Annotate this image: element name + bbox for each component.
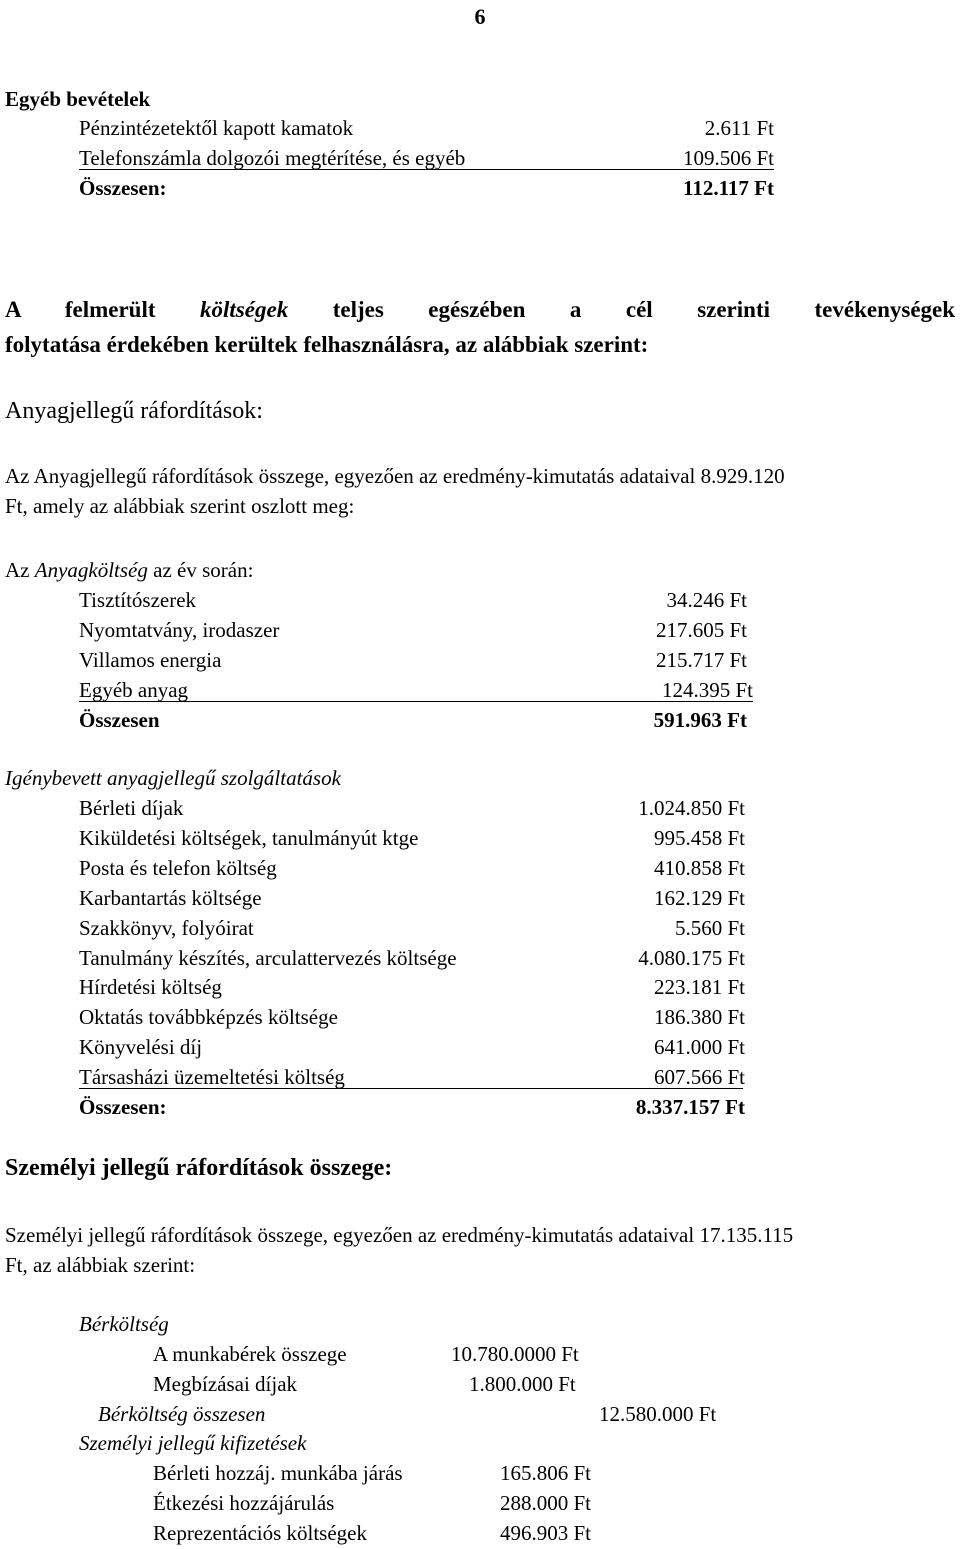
other-income-label: Telefonszámla dolgozói megtérítése, és egyéb	[79, 146, 466, 170]
services-total-label: Összesen:	[79, 1095, 167, 1119]
services-row-value: 641.000 Ft	[653, 1035, 745, 1059]
payment-row-value: 496.903 Ft	[500, 1521, 592, 1545]
services-row-value: 607.566 Ft	[653, 1065, 745, 1089]
services-row-value: 995.458 Ft	[653, 826, 745, 850]
material-row-value: 215.717 Ft	[655, 648, 747, 672]
other-income-value: 2.611 Ft	[704, 116, 774, 140]
services-heading: Igénybevett anyagjellegű szolgáltatások	[5, 766, 341, 790]
services-row-label: Posta és telefon költség	[79, 856, 277, 880]
services-row-label: Tanulmány készítés, arculattervezés költsége	[79, 946, 457, 970]
wage-row-label: A munkabérek összege	[153, 1342, 347, 1366]
material-row-value: 217.605 Ft	[655, 618, 747, 642]
personnel-heading: Személyi jellegű ráfordítások összege:	[5, 1155, 393, 1181]
services-row-value: 1.024.850 Ft	[638, 796, 745, 820]
personnel-summary-line1: Személyi jellegű ráfordítások összege, egyezően az eredmény-kimutatás adataival 17.135.115	[5, 1223, 794, 1247]
payments-heading: Személyi jellegű kifizetések	[79, 1431, 307, 1455]
services-row-value: 186.380 Ft	[653, 1005, 745, 1029]
payment-row-value: 165.806 Ft	[500, 1461, 592, 1485]
material-total-value: 591.963 Ft	[653, 708, 747, 732]
material-total-label: Összesen	[79, 708, 160, 732]
material-summary-line2: Ft, amely az alábbiak szerint oszlott meg:	[5, 494, 355, 518]
services-row-label: Szakkönyv, folyóirat	[79, 916, 254, 940]
services-row-label: Kiküldetési költségek, tanulmányút ktge	[79, 826, 419, 850]
page-number: 6	[474, 4, 486, 29]
other-income-label: Pénzintézetektől kapott kamatok	[79, 116, 354, 140]
services-row-value: 162.129 Ft	[653, 886, 745, 910]
other-income-value: 109.506 Ft	[682, 146, 774, 170]
costs-intro-text: A felmerült	[5, 297, 156, 322]
wage-row-label: Megbízásai díjak	[153, 1372, 298, 1396]
material-cost-suffix: az év során:	[153, 558, 254, 582]
other-income-heading: Egyéb bevételek	[5, 87, 151, 111]
services-underline	[79, 1088, 743, 1089]
services-row-label: Bérleti díjak	[79, 796, 184, 820]
material-cost-heading	[5, 555, 253, 585]
services-row-value: 4.080.175 Ft	[638, 946, 745, 970]
material-summary-line1: Az Anyagjellegű ráfordítások összege, egyezően az eredmény-kimutatás adataival 8.929.120	[5, 464, 785, 488]
material-underline	[79, 701, 753, 702]
costs-intro-line2: folytatása érdekében kerültek felhasználásra, az alábbiak szerint:	[5, 332, 649, 357]
other-income-underline	[79, 169, 774, 170]
wage-row-value: 10.780.0000 Ft	[451, 1342, 579, 1366]
services-row-label: Társasházi üzemeltetési költség	[79, 1065, 345, 1089]
services-row-value: 223.181 Ft	[653, 975, 745, 999]
material-row-value: 34.246 Ft	[666, 588, 747, 612]
services-row-value: 410.858 Ft	[653, 856, 745, 880]
material-cost-italic: Anyagköltség	[34, 558, 148, 582]
wage-row-value: 1.800.000 Ft	[469, 1372, 576, 1396]
services-row-label: Karbantartás költsége	[79, 886, 262, 910]
material-row-label: Villamos energia	[79, 648, 222, 672]
payment-row-label: Étkezési hozzájárulás	[153, 1491, 335, 1515]
services-row-label: Oktatás továbbképzés költsége	[79, 1005, 338, 1029]
services-total-value: 8.337.157 Ft	[635, 1095, 745, 1119]
other-income-total-value: 112.117 Ft	[682, 176, 774, 200]
material-row-label: Egyéb anyag	[79, 678, 189, 702]
costs-intro-text: teljes egészében a cél szerinti tevékenységek	[332, 297, 956, 322]
costs-intro-emphasis: költségek	[200, 297, 289, 322]
costs-intro-line1	[5, 295, 955, 325]
services-row-label: Könyvelési díj	[79, 1035, 203, 1059]
payment-row-label: Bérleti hozzáj. munkába járás	[153, 1461, 403, 1485]
material-row-label: Nyomtatvány, irodaszer	[79, 618, 280, 642]
services-row-label: Hírdetési költség	[79, 975, 222, 999]
material-cost-prefix: Az	[5, 558, 30, 582]
wage-total-label: Bérköltség összesen	[98, 1402, 266, 1426]
payment-row-label: Reprezentációs költségek	[153, 1521, 367, 1545]
personnel-summary-line2: Ft, az alábbiak szerint:	[5, 1253, 196, 1277]
other-income-total-label: Összesen:	[79, 176, 167, 200]
material-row-label: Tisztítószerek	[79, 588, 197, 612]
wage-heading: Bérköltség	[79, 1312, 169, 1336]
services-row-value: 5.560 Ft	[674, 916, 745, 940]
wage-total-value: 12.580.000 Ft	[599, 1402, 717, 1426]
payment-row-value: 288.000 Ft	[500, 1491, 592, 1515]
material-row-value: 124.395 Ft	[661, 678, 753, 702]
material-heading: Anyagjellegű ráfordítások:	[5, 398, 263, 424]
